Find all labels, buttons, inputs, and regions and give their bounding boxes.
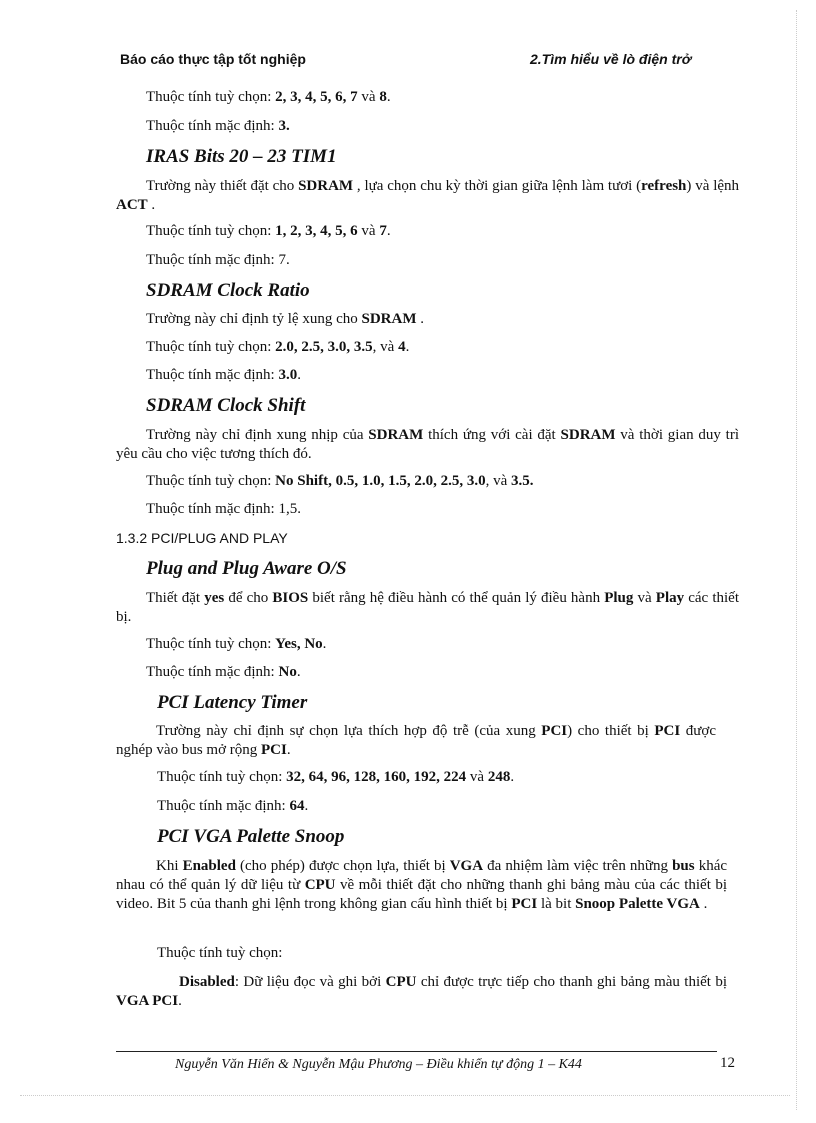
paragraph-clock-ratio: Trường này chỉ định tỷ lệ xung cho SDRAM . [146, 311, 424, 327]
option-line: Thuộc tính tuỳ chọn: [157, 945, 283, 961]
footer-rule [116, 1051, 717, 1052]
footer-authors: Nguyễn Văn Hiển & Nguyễn Mậu Phương – Điều khiển tự động 1 – K44 [175, 1057, 582, 1072]
default-line: Thuộc tính mặc định: 7. [146, 252, 290, 268]
heading-clock-shift: SDRAM Clock Shift [146, 395, 306, 416]
paragraph-clock-shift: Trường này chỉ định xung nhịp của SDRAM thích ứng với cài đặt SDRAM và thời gian duy trì yêu cầu cho việc tương thích đó. [116, 427, 739, 462]
paragraph-iras: Trường này thiết đặt cho SDRAM , lựa chọn chu kỳ thời gian giữa lệnh làm tươi (refresh) và lệnh ACT . [116, 178, 740, 213]
heading-clock-ratio: SDRAM Clock Ratio [146, 280, 310, 301]
paragraph-palette-snoop: Khi Enabled (cho phép) được chọn lựa, thiết bị VGA đa nhiệm làm việc trên những bus khác nhau có thể quản lý dữ liệu từ CPU về mỗi thiết đặt cho những thanh ghi bảng màu của các thiết bị video. Bit 5 của thanh ghi lệnh trong không gian cấu hình thiết bị PCI là bit Snoop Palette VGA . [116, 858, 728, 912]
default-line: Thuộc tính mặc định: 1,5. [146, 501, 301, 517]
option-line: Thuộc tính tuỳ chọn: 32, 64, 96, 128, 160, 192, 224 và 248. [157, 769, 515, 785]
option-line: Thuộc tính tuỳ chọn: No Shift, 0.5, 1.0, 1.5, 2.0, 2.5, 3.0, và 3.5. [146, 473, 534, 489]
header-title: Báo cáo thực tập tốt nghiệp [120, 51, 306, 67]
section-heading: 1.3.2 PCI/PLUG AND PLAY [116, 530, 288, 546]
page-number: 12 [720, 1055, 735, 1071]
default-line: Thuộc tính mặc định: 3. [146, 118, 290, 134]
heading-latency-timer: PCI Latency Timer [157, 692, 308, 713]
paragraph-disabled: Disabled: Dữ liệu đọc và ghi bởi CPU chỉ được trực tiếp cho thanh ghi bảng màu thiết bị VGA PCI. [116, 974, 727, 1009]
header-chapter: 2.Tìm hiểu về lò điện trở [530, 51, 692, 67]
heading-iras: IRAS Bits 20 – 23 TIM1 [146, 146, 337, 167]
default-line: Thuộc tính mặc định: 3.0. [146, 367, 301, 383]
page-border-bottom [20, 1095, 790, 1096]
heading-plug-aware: Plug and Plug Aware O/S [146, 558, 347, 579]
default-line: Thuộc tính mặc định: 64. [157, 798, 309, 814]
option-line: Thuộc tính tuỳ chọn: 2, 3, 4, 5, 6, 7 và 8. [146, 89, 391, 105]
paragraph-plug-aware: Thiết đặt yes để cho BIOS biết rằng hệ điều hành có thể quản lý điều hành Plug và Play các thiết bị. [116, 590, 739, 625]
option-line: Thuộc tính tuỳ chọn: 2.0, 2.5, 3.0, 3.5, và 4. [146, 339, 410, 355]
heading-palette-snoop: PCI VGA Palette Snoop [157, 826, 345, 847]
option-line: Thuộc tính tuỳ chọn: 1, 2, 3, 4, 5, 6 và 7. [146, 223, 391, 239]
default-line: Thuộc tính mặc định: No. [146, 664, 301, 680]
option-line: Thuộc tính tuỳ chọn: Yes, No. [146, 636, 327, 652]
paragraph-latency-timer: Trường này chỉ định sự chọn lựa thích hợp độ trễ (của xung PCI) cho thiết bị PCI được nghép vào bus mở rộng PCI. [116, 723, 716, 758]
page-border-right [796, 10, 797, 1110]
